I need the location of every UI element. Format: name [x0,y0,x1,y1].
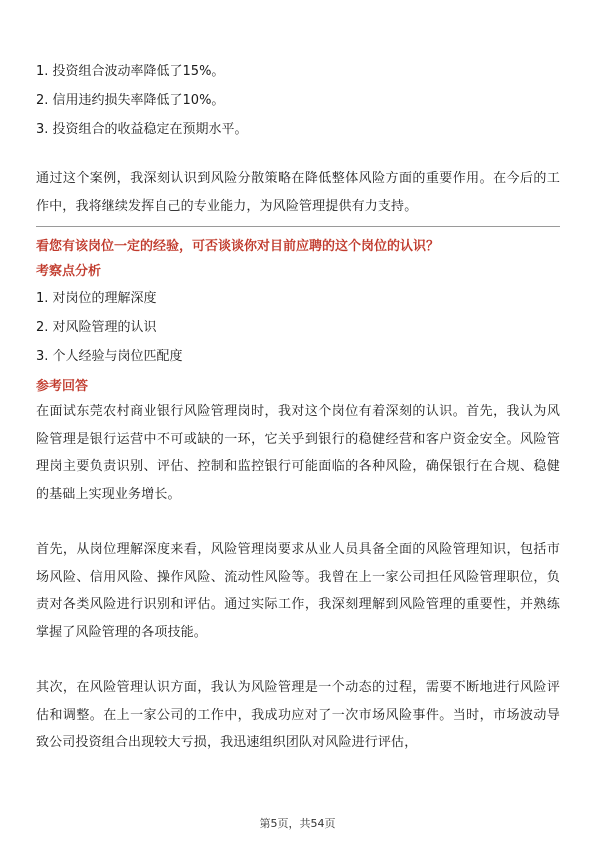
list-item: 3. 投资组合的收益稳定在预期水平。 [36,122,248,137]
interview-question: 看您有该岗位一定的经验，可否谈谈你对目前应聘的这个岗位的认识？ [36,239,440,254]
section-divider [36,226,560,227]
answer-paragraph: 在面试东莞农村商业银行风险管理岗时，我对这个岗位有着深刻的认识。首先，我认为风险管理是银行运营中不可或缺的一环，它关乎到银行的稳健经营和客户资金安全。风险管理岗主要负责识别、评估、控制和监控银行可能面临的各种风险，确保银行在合规、稳健的基础上实现业务增长。 [36,404,560,502]
list-item: 1. 投资组合波动率降低了15%。 [36,64,225,79]
results-list [36,62,560,140]
conclusion-paragraph: 通过这个案例，我深刻认识到风险分散策略在降低整体风险方面的重要作用。在今后的工作中，我将继续发挥自己的专业能力，为风险管理提供有力支持。 [36,171,560,214]
spacer [36,646,560,674]
analysis-item: 2. 对风险管理的认识 [36,320,157,335]
analysis-item: 3. 个人经验与岗位匹配度 [36,349,183,364]
analysis-list [36,289,560,367]
page-content [36,62,560,757]
answer-heading: 参考回答 [36,379,89,394]
analysis-item: 1. 对岗位的理解深度 [36,291,157,306]
answer-paragraph: 首先，从岗位理解深度来看，风险管理岗要求从业人员具备全面的风险管理知识，包括市场风险、信用风险、操作风险、流动性风险等。我曾在上一家公司担任风险管理职位，负责对各类风险进行识别和评估。通过实际工作，我深刻理解到风险管理的重要性，并熟练掌握了风险管理的各项技能。 [36,542,560,640]
spacer [36,508,560,536]
spacer [36,149,560,165]
list-item: 2. 信用违约损失率降低了10%。 [36,93,225,108]
answer-body [36,398,560,757]
answer-paragraph: 其次，在风险管理认识方面，我认为风险管理是一个动态的过程，需要不断地进行风险评估和调整。在上一家公司的工作中，我成功应对了一次市场风险事件。当时，市场波动导致公司投资组合出现较大亏损，我迅速组织团队对风险进行评估， [36,680,560,750]
analysis-heading: 考察点分析 [36,264,102,279]
page-footer: 第5页，共54页 [259,817,336,830]
